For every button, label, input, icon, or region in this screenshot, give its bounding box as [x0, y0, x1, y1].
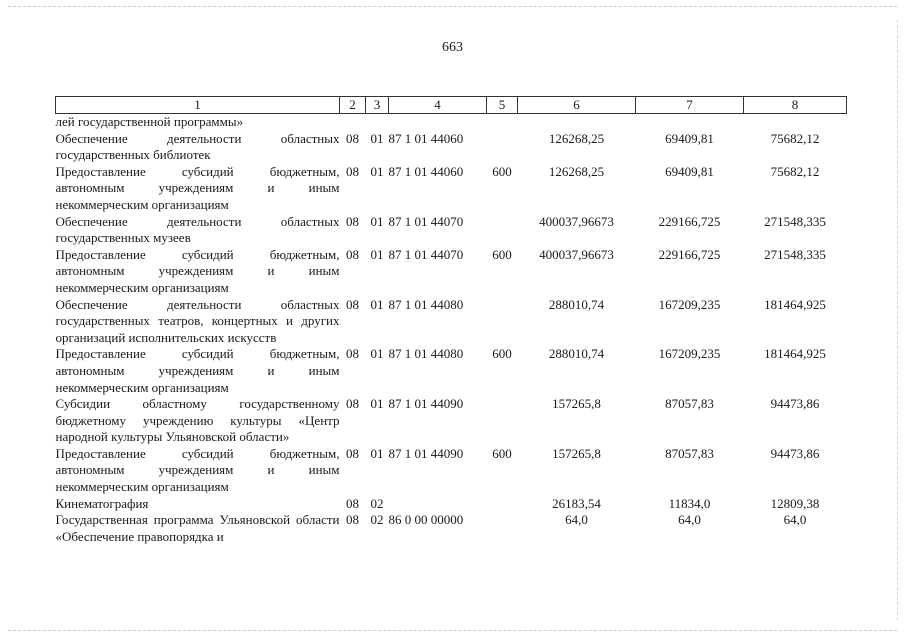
amount-col-8: 181464,925 — [764, 346, 826, 362]
expense-type-code — [487, 297, 518, 347]
section-code: 08 — [346, 163, 359, 179]
target-article-code: 87 1 01 44060 — [388, 130, 464, 146]
section-code: 08 — [346, 396, 359, 412]
row-name: Обеспечение деятельности областных государственных музеев — [55, 213, 340, 246]
column-header: 3 — [366, 97, 389, 114]
amount-col-6: 26183,54 — [552, 495, 601, 511]
table-row — [56, 396, 847, 446]
amount-col-7: 64,0 — [678, 512, 701, 528]
target-article-code: 87 1 01 44080 — [388, 296, 464, 312]
table-row — [56, 114, 847, 131]
table-header-row — [56, 97, 847, 114]
amount-col-6: 400037,96673 — [539, 246, 614, 262]
row-name: Предоставление субсидий бюджетным, автономным учреждениям и иным некоммерческим организациям — [55, 346, 340, 395]
page-edge-top — [8, 6, 897, 7]
amount-col-6: 288010,74 — [548, 346, 605, 362]
amount-col-6: 288010,74 — [548, 296, 605, 312]
expense-type-code — [487, 396, 518, 446]
table-row — [56, 346, 847, 396]
section-code: 08 — [346, 213, 359, 229]
amount-col-8: 64,0 — [783, 512, 807, 528]
amount-col-8: 75682,12 — [770, 130, 820, 146]
expense-type-code: 600 — [492, 346, 512, 362]
table-row — [56, 164, 847, 214]
amount-col-6: 400037,96673 — [539, 213, 614, 229]
amount-col-7: 87057,83 — [665, 445, 714, 461]
target-article-code: 87 1 01 44060 — [388, 163, 464, 179]
amount-col-8: 271548,335 — [764, 213, 826, 229]
amount-col-6 — [518, 114, 636, 131]
target-article-code — [389, 114, 487, 131]
target-article-code: 86 0 00 00000 — [388, 512, 464, 528]
amount-col-7: 229166,725 — [658, 213, 721, 229]
row-name: Обеспечение деятельности областных государственных театров, концертных и других организаций исполнительских искусств — [55, 296, 340, 345]
column-header: 4 — [389, 97, 487, 114]
amount-col-7: 87057,83 — [665, 396, 714, 412]
column-header: 2 — [340, 97, 366, 114]
amount-col-8: 271548,335 — [764, 246, 826, 262]
table-row — [56, 214, 847, 247]
table-row — [56, 131, 847, 164]
row-name: лей государственной программы» — [55, 114, 244, 129]
target-article-code: 87 1 01 44070 — [388, 213, 464, 229]
amount-col-7: 167209,235 — [658, 296, 721, 312]
amount-col-8: 181464,925 — [764, 296, 826, 312]
subsection-code: 01 — [370, 246, 384, 262]
section-code: 08 — [346, 296, 359, 312]
column-header: 7 — [636, 97, 744, 114]
row-name: Предоставление субсидий бюджетным, автономным учреждениям и иным некоммерческим организациям — [55, 163, 340, 212]
target-article-code: 87 1 01 44090 — [388, 396, 464, 412]
subsection-code: 01 — [370, 130, 384, 146]
column-header: 5 — [487, 97, 518, 114]
section-code: 08 — [346, 346, 359, 362]
subsection-code — [366, 114, 389, 131]
amount-col-8: 94473,86 — [770, 445, 820, 461]
row-name: Предоставление субсидий бюджетным, автономным учреждениям и иным некоммерческим организациям — [55, 246, 340, 295]
column-header: 8 — [744, 97, 847, 114]
amount-col-8: 12809,38 — [770, 495, 820, 511]
target-article-code — [389, 496, 487, 513]
target-article-code: 87 1 01 44070 — [388, 246, 464, 262]
expense-type-code: 600 — [492, 163, 512, 179]
subsection-code: 01 — [370, 445, 384, 461]
subsection-code: 01 — [370, 163, 384, 179]
section-code: 08 — [346, 246, 359, 262]
expense-type-code — [487, 114, 518, 131]
amount-col-7: 69409,81 — [665, 163, 714, 179]
column-header: 6 — [518, 97, 636, 114]
amount-col-7: 11834,0 — [668, 495, 711, 511]
page-edge-bottom — [8, 630, 897, 631]
subsection-code: 02 — [370, 512, 384, 528]
expense-type-code — [487, 131, 518, 164]
table-row — [56, 512, 847, 545]
section-code: 08 — [346, 130, 359, 146]
expense-type-code — [487, 214, 518, 247]
amount-col-8: 94473,86 — [770, 396, 820, 412]
subsection-code: 01 — [370, 346, 384, 362]
subsection-code: 02 — [370, 495, 384, 511]
subsection-code: 01 — [370, 396, 384, 412]
table-row — [56, 247, 847, 297]
page-number: 663 — [442, 40, 463, 55]
row-name: Субсидии областному государственному бюджетному учреждению культуры «Центр народной культуры Ульяновской области» — [55, 396, 340, 445]
section-code: 08 — [346, 512, 359, 528]
amount-col-8: 75682,12 — [770, 163, 820, 179]
amount-col-7 — [636, 114, 744, 131]
row-name: Государственная программа Ульяновской области «Обеспечение правопорядка и — [55, 512, 340, 544]
subsection-code: 01 — [370, 296, 384, 312]
table-row — [56, 496, 847, 513]
expense-type-code: 600 — [492, 445, 512, 461]
target-article-code: 87 1 01 44090 — [388, 445, 464, 461]
section-code — [340, 114, 366, 131]
amount-col-7: 229166,725 — [658, 246, 721, 262]
section-code: 08 — [346, 495, 359, 511]
amount-col-7: 69409,81 — [665, 130, 714, 146]
target-article-code: 87 1 01 44080 — [388, 346, 464, 362]
amount-col-6: 157265,8 — [552, 445, 601, 461]
page-edge-right — [897, 20, 898, 620]
subsection-code: 01 — [370, 213, 384, 229]
amount-col-6: 126268,25 — [548, 163, 605, 179]
amount-col-6: 64,0 — [565, 512, 588, 528]
amount-col-6: 126268,25 — [548, 130, 605, 146]
expense-type-code: 600 — [492, 246, 512, 262]
section-code: 08 — [346, 445, 359, 461]
amount-col-6: 157265,8 — [552, 396, 601, 412]
expense-type-code — [487, 512, 518, 545]
amount-col-8 — [744, 114, 847, 131]
table-row — [56, 446, 847, 496]
amount-col-7: 167209,235 — [658, 346, 721, 362]
budget-table — [55, 96, 847, 545]
row-name: Кинематография — [55, 495, 149, 511]
column-header: 1 — [56, 97, 340, 114]
expense-type-code — [487, 496, 518, 513]
row-name: Обеспечение деятельности областных государственных библиотек — [55, 130, 340, 163]
row-name: Предоставление субсидий бюджетным, автономным учреждениям и иным некоммерческим организациям — [55, 445, 340, 495]
table-row — [56, 297, 847, 347]
